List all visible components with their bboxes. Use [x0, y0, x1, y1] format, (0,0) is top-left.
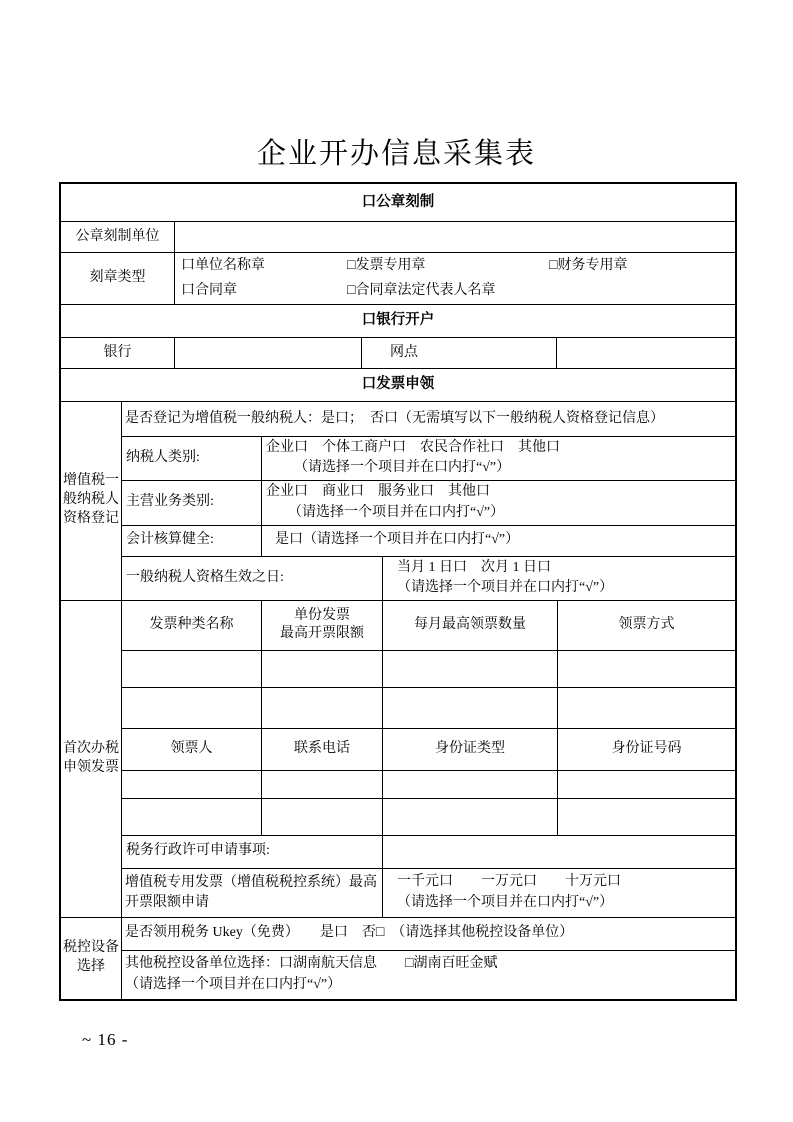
taxpayer-type-note: （请选择一个项目并在口内打“√”）	[294, 460, 511, 476]
collector-header-name: 领票人	[122, 729, 262, 770]
collector-id-number-cell[interactable]	[558, 799, 735, 835]
first-tax-rows	[122, 601, 735, 917]
tax-device-group-label	[61, 918, 122, 999]
seal-type-row	[61, 253, 735, 305]
first-tax-group-label-line1: 首次办税	[63, 740, 119, 756]
effective-date-note: （请选择一个项目并在口内打“√”）	[397, 580, 614, 596]
page-title: 企业开办信息采集表	[256, 138, 536, 170]
seal-unit-label: 公章刻制单位	[61, 222, 175, 252]
invoice-method-cell[interactable]	[558, 688, 735, 728]
collector-id-type-cell[interactable]	[383, 799, 558, 835]
bank-value-cell[interactable]	[175, 338, 362, 368]
admin-license-row	[122, 836, 735, 869]
branch-value-cell[interactable]	[557, 338, 735, 368]
collector-header-id-number: 身份证号码	[611, 740, 682, 756]
collector-name-cell[interactable]	[122, 771, 262, 798]
taxpayer-type-options[interactable]: 企业口 个体工商户口 农民合作社口 其他口	[266, 440, 560, 455]
seal-type-options-line2	[181, 279, 733, 304]
collector-header-id-type: 身份证类型	[383, 729, 558, 770]
other-device-row	[122, 951, 735, 999]
accounting-value[interactable]: 是口（请选择一个项目并在口内打“√”）	[275, 532, 520, 548]
page-number: ~ 16 -	[82, 1030, 129, 1049]
collector-phone-cell[interactable]	[262, 771, 383, 798]
vat-group-label-line3: 资格登记	[63, 511, 119, 527]
seal-type-label: 刻章类型	[61, 253, 175, 304]
other-device-options[interactable]: 其他税控设备单位选择：口湖南航天信息 □湖南百旺金赋	[125, 956, 498, 972]
checkbox-finance-seal[interactable]: □财务专用章	[549, 258, 628, 273]
invoice-table-header-quantity: 每月最高领票数量	[383, 601, 558, 650]
max-limit-label-line1: 增值税专用发票（增值税税控系统）最高	[125, 875, 377, 890]
invoice-table-header-limit-line2: 最高开票限额	[280, 626, 364, 642]
first-tax-group-label-line2: 申领发票	[63, 759, 119, 775]
invoice-limit-cell[interactable]	[262, 688, 383, 728]
tax-device-rows	[122, 918, 735, 999]
business-type-note: （请选择一个项目并在口内打“√”）	[288, 504, 505, 520]
invoice-table-header-row	[122, 601, 735, 651]
section-header-bank	[61, 305, 735, 338]
vat-group-label-line1: 增值税一	[63, 473, 119, 489]
collector-table-header-row	[122, 729, 735, 771]
seal-unit-value-cell[interactable]	[175, 222, 735, 252]
branch-label: 网点	[362, 338, 557, 368]
collector-table-empty-row	[122, 799, 735, 836]
vat-group-label	[61, 402, 122, 600]
tax-device-group-label-line2: 选择	[77, 959, 105, 975]
accounting-row	[122, 526, 735, 557]
section-header-seal-text: 口公章刻制	[361, 193, 435, 210]
section-header-invoice	[61, 369, 735, 402]
invoice-type-cell[interactable]	[122, 688, 262, 728]
business-type-row	[122, 481, 735, 526]
checkbox-contract-seal[interactable]: 口合同章	[181, 282, 237, 298]
invoice-table-header-limit	[262, 601, 383, 650]
invoice-table-empty-row	[122, 651, 735, 688]
seal-unit-row	[61, 222, 735, 253]
accounting-label: 会计核算健全:	[122, 526, 262, 556]
bank-label: 银行	[61, 338, 175, 368]
collector-id-number-cell[interactable]	[558, 771, 735, 798]
checkbox-invoice-seal[interactable]: □发票专用章	[347, 258, 426, 273]
seal-type-options-cell	[175, 253, 735, 304]
collector-name-cell[interactable]	[122, 799, 262, 835]
admin-license-value-cell[interactable]	[383, 836, 735, 868]
other-device-cell	[122, 951, 735, 999]
vat-rows	[122, 402, 735, 600]
max-limit-row	[122, 869, 735, 917]
taxpayer-type-cell	[262, 437, 735, 480]
section-header-seal	[61, 184, 735, 222]
effective-date-label: 一般纳税人资格生效之日:	[122, 557, 383, 600]
vat-group-label-line2: 般纳税人	[63, 492, 119, 508]
collector-id-type-cell[interactable]	[383, 771, 558, 798]
vat-register-question[interactable]: 是否登记为增值税一般纳税人：是口； 否口（无需填写以下一般纳税人资格登记信息）	[125, 410, 664, 426]
invoice-quantity-cell[interactable]	[383, 688, 558, 728]
collector-header-phone: 联系电话	[262, 729, 383, 770]
business-type-label: 主营业务类别:	[122, 481, 262, 525]
tax-device-section	[61, 918, 735, 999]
invoice-quantity-cell[interactable]	[383, 651, 558, 687]
max-limit-label-line2: 开票限额申请	[125, 894, 209, 910]
section-header-invoice-text: 口发票申领	[361, 376, 435, 393]
bank-row	[61, 338, 735, 369]
invoice-table-header-type: 发票种类名称	[122, 601, 262, 650]
admin-license-label: 税务行政许可申请事项:	[122, 836, 383, 868]
section-header-bank-text: 口银行开户	[361, 312, 435, 329]
invoice-table-empty-row	[122, 688, 735, 729]
effective-date-cell	[383, 557, 735, 600]
vat-section	[61, 402, 735, 601]
collector-phone-cell[interactable]	[262, 799, 383, 835]
ukey-row	[122, 918, 735, 951]
first-tax-group-label	[61, 601, 122, 917]
invoice-method-cell[interactable]	[558, 651, 735, 687]
tax-device-group-label-line1: 税控设备	[63, 940, 119, 956]
collector-table-empty-row	[122, 771, 735, 799]
max-limit-cell	[383, 869, 735, 917]
taxpayer-type-label: 纳税人类别:	[122, 437, 262, 480]
effective-date-options[interactable]: 当月 1 日口 次月 1 日口	[397, 559, 551, 575]
max-limit-options[interactable]: 一千元口 一万元口 十万元口	[397, 874, 621, 890]
invoice-limit-cell[interactable]	[262, 651, 383, 687]
ukey-question[interactable]: 是否领用税务 Ukey（免费） 是口 否□ （请选择其他税控设备单位）	[125, 925, 574, 941]
invoice-table-header-limit-line1: 单份发票	[294, 607, 350, 623]
other-device-note: （请选择一个项目并在口内打“√”）	[125, 976, 342, 992]
invoice-type-cell[interactable]	[122, 651, 262, 687]
invoice-table-header-method: 领票方式	[618, 616, 675, 632]
seal-type-options-line1	[181, 254, 733, 279]
taxpayer-type-row	[122, 437, 735, 481]
first-tax-section	[61, 601, 735, 918]
max-limit-label	[122, 869, 383, 917]
checkbox-legal-rep-seal[interactable]: □合同章法定代表人名章	[347, 282, 496, 298]
business-type-options[interactable]: 企业口 商业口 服务业口 其他口	[266, 484, 490, 500]
checkbox-unit-name-seal[interactable]: 口单位名称章	[181, 258, 265, 273]
form-table	[59, 182, 737, 1001]
max-limit-note: （请选择一个项目并在口内打“√”）	[397, 894, 614, 910]
business-type-cell	[262, 481, 735, 525]
effective-date-row	[122, 557, 735, 600]
vat-register-row	[122, 402, 735, 437]
